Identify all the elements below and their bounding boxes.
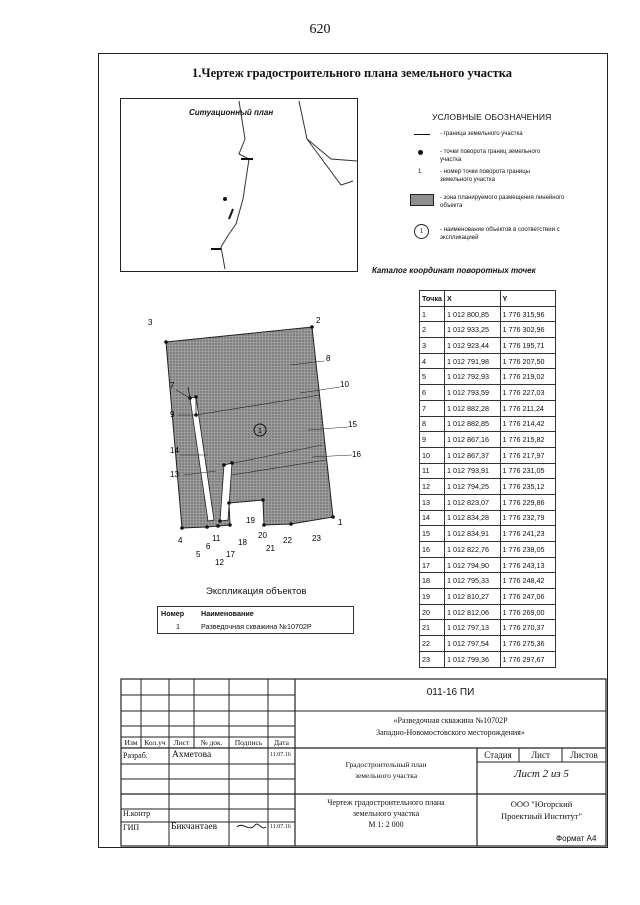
x-coordinate-cell: 1 012 794,90 <box>445 557 501 573</box>
legend-item-zone: - зона планируемого размещения линейного объекта <box>440 195 565 209</box>
coordinates-table <box>419 290 556 668</box>
drawing-title: 1.Чертеж градостроительного плана земельного участка <box>192 66 512 80</box>
explication-header-row <box>158 607 354 621</box>
y-coordinate-cell: 1 776 214,42 <box>500 416 556 432</box>
point-number-cell: 14 <box>420 510 445 526</box>
legend-circle-number: 1 <box>419 227 424 235</box>
point-number-cell: 23 <box>420 651 445 667</box>
point-label-22: 22 <box>283 536 292 545</box>
y-coordinate-cell: 1 776 243,13 <box>500 557 556 573</box>
x-coordinate-cell: 1 012 882,85 <box>445 416 501 432</box>
table-row <box>420 447 556 463</box>
x-coordinate-cell: 1 012 834,91 <box>445 526 501 542</box>
table-row <box>420 479 556 495</box>
point-number-cell: 13 <box>420 494 445 510</box>
y-coordinate-cell: 1 776 302,96 <box>500 322 556 338</box>
point-number-cell: 8 <box>420 416 445 432</box>
point-number-cell: 18 <box>420 573 445 589</box>
col-header-kolich: Кол.уч <box>144 738 166 747</box>
point-number-cell: 6 <box>420 385 445 401</box>
org-line-2: Проектный Институт" <box>501 811 582 821</box>
table-row <box>420 589 556 605</box>
x-coordinate-cell: 1 012 793,59 <box>445 385 501 401</box>
situational-plan-map <box>121 99 357 271</box>
y-coordinate-cell: 1 776 195,71 <box>500 338 556 354</box>
point-label-10: 10 <box>340 380 349 389</box>
table-row <box>420 651 556 667</box>
x-coordinate-cell: 1 012 810,27 <box>445 589 501 605</box>
y-coordinate-cell: 1 776 248,42 <box>500 573 556 589</box>
point-number-cell: 4 <box>420 353 445 369</box>
explication-header-name: Наименование <box>201 609 254 618</box>
y-coordinate-cell: 1 776 215,82 <box>500 432 556 448</box>
table-row <box>158 620 354 634</box>
table-row <box>420 604 556 620</box>
table-row <box>420 306 556 322</box>
header-y: Y <box>500 291 556 307</box>
point-label-3: 3 <box>148 318 153 327</box>
project-line-1: «Разведочная скважина №10702Р <box>393 716 508 725</box>
situational-plan-box <box>120 98 358 272</box>
point-label-11: 11 <box>212 534 221 543</box>
point-label-13: 13 <box>170 470 179 479</box>
document-code: 011-16 ПИ <box>426 687 475 698</box>
point-number-cell: 2 <box>420 322 445 338</box>
point-number-cell: 15 <box>420 526 445 542</box>
x-coordinate-cell: 1 012 794,25 <box>445 479 501 495</box>
x-coordinate-cell: 1 012 867,37 <box>445 447 501 463</box>
y-coordinate-cell: 1 776 219,02 <box>500 369 556 385</box>
legend-item-objects: - наименование объектов в соответствии с экспликацией <box>440 227 560 241</box>
y-coordinate-cell: 1 776 247,06 <box>500 589 556 605</box>
point-label-7: 7 <box>170 381 175 390</box>
col-header-list: Лист <box>173 738 190 747</box>
point-label-8: 8 <box>326 354 331 363</box>
x-coordinate-cell: 1 012 797,54 <box>445 636 501 652</box>
x-coordinate-cell: 1 012 797,13 <box>445 620 501 636</box>
explication-cell-number: 1 <box>176 622 180 631</box>
point-number-cell: 1 <box>420 306 445 322</box>
project-line-2: Западно-Новомостовского месторождения» <box>376 728 525 737</box>
col-header-date: Дата <box>274 738 289 747</box>
object-marker-number: 1 <box>258 428 262 435</box>
sheet-value: Лист 2 из 5 <box>514 768 569 780</box>
x-coordinate-cell: 1 012 822,76 <box>445 542 501 558</box>
legend-hatch-symbol <box>410 194 434 206</box>
sheet-header: Лист <box>531 750 550 760</box>
y-coordinate-cell: 1 776 227,03 <box>500 385 556 401</box>
point-label-2: 2 <box>316 316 321 325</box>
legend-circle-symbol <box>414 224 429 239</box>
point-number-cell: 17 <box>420 557 445 573</box>
point-number-cell: 19 <box>420 589 445 605</box>
land-plot-zone <box>166 327 333 528</box>
table-row <box>420 526 556 542</box>
drawing-line-2: земельного участка <box>352 809 420 818</box>
point-number-cell: 21 <box>420 620 445 636</box>
y-coordinate-cell: 1 776 229,86 <box>500 494 556 510</box>
point-label-23: 23 <box>312 534 321 543</box>
x-coordinate-cell: 1 012 867,16 <box>445 432 501 448</box>
y-coordinate-cell: 1 776 269,00 <box>500 604 556 620</box>
x-coordinate-cell: 1 012 933,25 <box>445 322 501 338</box>
y-coordinate-cell: 1 776 315,96 <box>500 306 556 322</box>
table-row <box>420 463 556 479</box>
page-number: 620 <box>309 22 331 37</box>
legend-item-points: - точки поворота границ земельного участка <box>440 149 541 163</box>
point-label-9: 9 <box>170 410 175 419</box>
point-label-16: 16 <box>352 450 361 459</box>
y-coordinate-cell: 1 776 270,37 <box>500 620 556 636</box>
table-row <box>420 494 556 510</box>
sheets-header: Листов <box>570 750 598 760</box>
table-row <box>420 432 556 448</box>
x-coordinate-cell: 1 012 882,28 <box>445 400 501 416</box>
point-number-cell: 7 <box>420 400 445 416</box>
y-coordinate-cell: 1 776 217,97 <box>500 447 556 463</box>
point-number-cell: 22 <box>420 636 445 652</box>
point-label-21: 21 <box>266 544 275 553</box>
y-coordinate-cell: 1 776 238,05 <box>500 542 556 558</box>
catalog-title: Каталог координат поворотных точек <box>372 266 536 275</box>
point-label-14: 14 <box>170 446 179 455</box>
legend-item-boundary: - граница земельного участка <box>440 131 523 137</box>
coordinates-header-row <box>420 291 556 307</box>
col-header-izm: Изм <box>124 738 138 747</box>
format-label: Формат А4 <box>556 834 597 843</box>
stage-header: Стадия <box>484 750 512 760</box>
point-number-cell: 9 <box>420 432 445 448</box>
name-gip: Бикчантаев <box>171 822 218 832</box>
x-coordinate-cell: 1 012 923,44 <box>445 338 501 354</box>
org-line-1: ООО "Югорский <box>510 799 573 809</box>
legend-number-symbol: 1 <box>418 169 422 175</box>
legend-dot-symbol <box>418 150 423 155</box>
table-row <box>420 510 556 526</box>
table-row <box>420 322 556 338</box>
x-coordinate-cell: 1 012 793,91 <box>445 463 501 479</box>
x-coordinate-cell: 1 012 792,93 <box>445 369 501 385</box>
table-row <box>420 636 556 652</box>
land-plot-drawing <box>140 295 361 567</box>
role-control: Н.контр <box>123 809 151 818</box>
date-gip: 11.07.16 <box>270 824 291 830</box>
name-developer: Ахметова <box>172 750 212 760</box>
y-coordinate-cell: 1 776 241,23 <box>500 526 556 542</box>
table-row <box>420 369 556 385</box>
table-row <box>420 573 556 589</box>
plan-line-1: Градостроительный план <box>345 760 427 769</box>
point-number-cell: 3 <box>420 338 445 354</box>
table-row <box>420 557 556 573</box>
col-header-signature: Подпись <box>234 738 263 747</box>
legend-line-symbol <box>408 130 436 138</box>
role-gip: ГИП <box>123 823 140 832</box>
signature-gip <box>237 824 266 828</box>
x-coordinate-cell: 1 012 823,07 <box>445 494 501 510</box>
point-label-19: 19 <box>246 516 255 525</box>
point-number-cell: 12 <box>420 479 445 495</box>
y-coordinate-cell: 1 776 275,36 <box>500 636 556 652</box>
y-coordinate-cell: 1 776 232,79 <box>500 510 556 526</box>
y-coordinate-cell: 1 776 297,67 <box>500 651 556 667</box>
point-label-4: 4 <box>178 536 183 545</box>
x-coordinate-cell: 1 012 799,36 <box>445 651 501 667</box>
explication-table <box>157 606 354 634</box>
y-coordinate-cell: 1 776 207,50 <box>500 353 556 369</box>
table-row <box>420 385 556 401</box>
situational-plan-title: Ситуационный план <box>189 108 274 117</box>
point-number-cell: 10 <box>420 447 445 463</box>
role-developer: Разраб. <box>123 751 148 760</box>
point-number-cell: 5 <box>420 369 445 385</box>
table-row <box>420 620 556 636</box>
explication-title: Экспликация объектов <box>206 586 307 597</box>
point-label-12: 12 <box>215 558 224 567</box>
point-number-cell: 20 <box>420 604 445 620</box>
table-row <box>420 353 556 369</box>
drawing-scale: М 1: 2 000 <box>368 820 404 829</box>
y-coordinate-cell: 1 776 235,12 <box>500 479 556 495</box>
table-row <box>420 400 556 416</box>
point-number-cell: 16 <box>420 542 445 558</box>
drawing-line-1: Чертеж градостроительного плана <box>327 798 445 807</box>
x-coordinate-cell: 1 012 795,33 <box>445 573 501 589</box>
table-row <box>420 542 556 558</box>
plan-line-2: земельного участка <box>354 771 418 780</box>
point-number-cell: 11 <box>420 463 445 479</box>
point-label-5: 5 <box>196 550 201 559</box>
legend-item-point-number: - номер точки поворота границы земельного участка <box>440 169 530 183</box>
point-label-1: 1 <box>338 518 343 527</box>
explication-header-number: Номер <box>161 609 185 618</box>
point-label-18: 18 <box>238 538 247 547</box>
y-coordinate-cell: 1 776 211,24 <box>500 400 556 416</box>
point-label-6: 6 <box>206 542 211 551</box>
table-row <box>420 338 556 354</box>
header-x: X <box>445 291 501 307</box>
x-coordinate-cell: 1 012 812,06 <box>445 604 501 620</box>
point-label-17: 17 <box>226 550 235 559</box>
coordinates-body <box>420 306 556 667</box>
col-header-doc: № док. <box>200 738 223 747</box>
point-label-20: 20 <box>258 531 267 540</box>
legend-title: УСЛОВНЫЕ ОБОЗНАЧЕНИЯ <box>432 112 552 122</box>
table-row <box>420 416 556 432</box>
point-label-15: 15 <box>348 420 357 429</box>
header-point: Точка <box>420 291 445 307</box>
date-developer: 11.07.16 <box>270 752 291 758</box>
explication-cell-name: Разведочная скважина №10702Р <box>201 622 312 631</box>
x-coordinate-cell: 1 012 834,28 <box>445 510 501 526</box>
x-coordinate-cell: 1 012 791,98 <box>445 353 501 369</box>
x-coordinate-cell: 1 012 800,85 <box>445 306 501 322</box>
y-coordinate-cell: 1 776 231,05 <box>500 463 556 479</box>
